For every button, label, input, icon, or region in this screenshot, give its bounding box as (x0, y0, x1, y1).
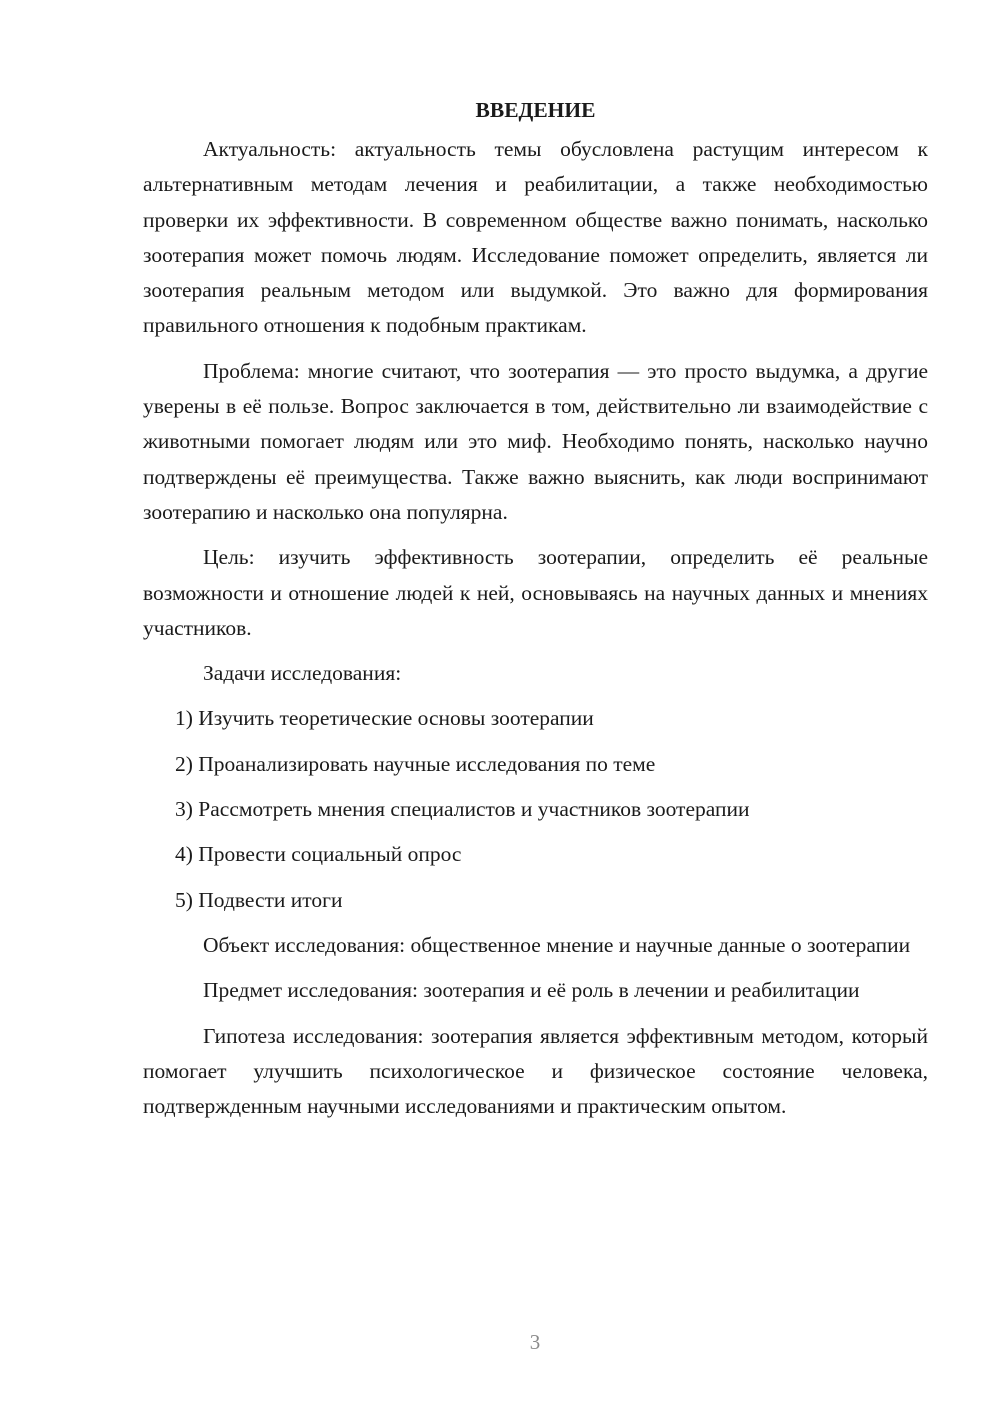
task-list (143, 701, 928, 917)
goal-paragraph: Цель: изучить эффективность зоотерапии, определить её реальные возможности и отношение людей к ней, основываясь на научных данных и мнениях участников. (143, 545, 928, 640)
relevance-paragraph: Актуальность: актуальность темы обусловлена растущим интересом к альтернативным методам лечения и реабилитации, а также необходимостью проверки их эффективности. В современном обществе важно понимать, насколько зоотерапия может помочь людям. Исследование поможет определить, является ли зоотерапия реальным методом или выдумкой. Это важно для формирования правильного отношения к подобным практикам. (143, 137, 928, 338)
task-item-3: 3) Рассмотреть мнения специалистов и участников зоотерапии (175, 797, 750, 822)
subject-paragraph: Предмет исследования: зоотерапия и её роль в лечении и реабилитации (203, 978, 860, 1003)
task-item-4: 4) Провести социальный опрос (175, 842, 462, 867)
tasks-title: Задачи исследования: (203, 661, 402, 686)
task-item-5: 5) Подвести итоги (175, 887, 343, 912)
section-heading: ВВЕДЕНИЕ (475, 98, 596, 122)
problem-paragraph: Проблема: многие считают, что зоотерапия — это просто выдумка, а другие уверены в её пользе. Вопрос заключается в том, действительно ли взаимодействие с животными помогает людям или это миф. Необходимо понять, насколько научно подтверждены её преимущества. Также важно выяснить, как люди воспринимают зоотерапию и насколько она популярна. (143, 358, 928, 524)
object-paragraph: Объект исследования: общественное мнение и научные данные о зоотерапии (203, 932, 911, 957)
task-item-2: 2) Проанализировать научные исследования по теме (175, 751, 656, 776)
hypothesis-paragraph: Гипотеза исследования: зоотерапия является эффективным методом, который помогает улучшить психологическое и физическое состояние человека, подтвержденным научными исследованиями и практическим опытом. (143, 1023, 928, 1119)
page-content (143, 92, 928, 1134)
page-number: 3 (529, 1330, 541, 1354)
task-item-1: 1) Изучить теоретические основы зоотерапии (175, 706, 594, 731)
